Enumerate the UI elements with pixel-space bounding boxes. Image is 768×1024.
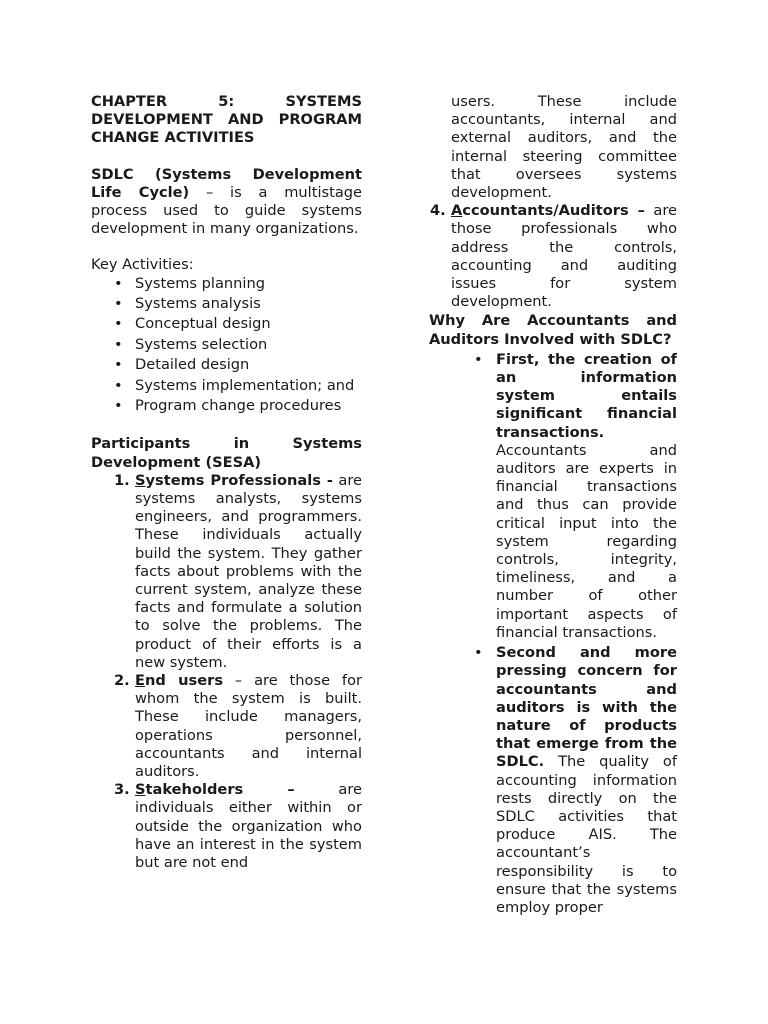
participant-title: Systems Professionals - (135, 471, 333, 489)
why-point-text: The quality of accounting information rests directly on the SDLC activities that produce AIS. The accountant’s responsibility is to ensure that the systems employ proper (496, 753, 677, 916)
participant-item (91, 781, 362, 872)
key-activities-list (91, 275, 362, 416)
list-item: • Systems planning (91, 275, 362, 293)
item-number: 3. (114, 781, 130, 799)
sdlc-definition-text: – is a multistage process used to guide systems development in many organizations. (91, 183, 363, 238)
participants-list-continued (407, 202, 677, 311)
participant-item (91, 672, 362, 781)
why-point-bold: First, the creation of an information system entails significant financial transactions. (496, 350, 677, 441)
participant-title: End users (135, 672, 224, 689)
why-heading: Why Are Accountants and Auditors Involved with SDLC? (429, 312, 677, 348)
why-list (429, 351, 677, 917)
participant-title: Accountants/Auditors – (451, 202, 645, 220)
left-column (91, 93, 362, 872)
why-point (429, 644, 677, 917)
participants-heading: Participants in Systems Development (SESA) (91, 435, 362, 471)
participants-list (91, 472, 362, 872)
list-item: • Systems implementation; and (91, 377, 362, 395)
participant-desc: are individuals either within or outside the organization who have an interest in the system but are not end (135, 781, 362, 872)
item-number: 1. (114, 471, 130, 489)
participant-desc: – are those for whom the system is built. These include managers, operations personnel, accountants and internal auditors. (135, 672, 362, 781)
participant-item (407, 202, 677, 311)
sdlc-term: SDLC (Systems Development Life Cycle) (91, 165, 362, 201)
list-item: • Detailed design (91, 356, 362, 374)
participant-title: Stakeholders – (135, 781, 295, 799)
stakeholders-continued: users. These include accountants, internal and external auditors, and the internal steering committee that oversees systems development. (451, 93, 677, 202)
participant-item (91, 472, 362, 672)
participant-desc: are those professionals who address the controls, accounting and auditing issues for system development. (451, 202, 677, 311)
list-item: • Conceptual design (91, 315, 362, 333)
list-item: • Systems analysis (91, 295, 362, 313)
why-point-text: Accountants and auditors are experts in financial transactions and thus can provide critical input into the system regarding controls, integrity, timeliness, and a number of other important aspects of financial transactions. (496, 441, 677, 641)
participant-desc: are systems analysts, systems engineers, and programmers. These individuals actually build the system. They gather facts about problems with the current system, analyze these facts and formulate a solution to solve the problems. The product of their efforts is a new system. (135, 471, 362, 671)
key-activities-heading: Key Activities: (91, 256, 194, 274)
chapter-title: CHAPTER 5: SYSTEMS DEVELOPMENT AND PROGRAM CHANGE ACTIVITIES (91, 93, 362, 147)
sdlc-definition (91, 166, 362, 239)
item-number: 4. (430, 202, 446, 220)
item-number: 2. (114, 672, 130, 689)
list-item: • Program change procedures (91, 397, 362, 415)
why-point-bold: Second and more pressing concern for accountants and auditors is with the nature of products that emerge from the SDLC. (496, 644, 677, 771)
list-item: • Systems selection (91, 336, 362, 354)
right-column (429, 93, 677, 919)
why-point (429, 351, 677, 642)
